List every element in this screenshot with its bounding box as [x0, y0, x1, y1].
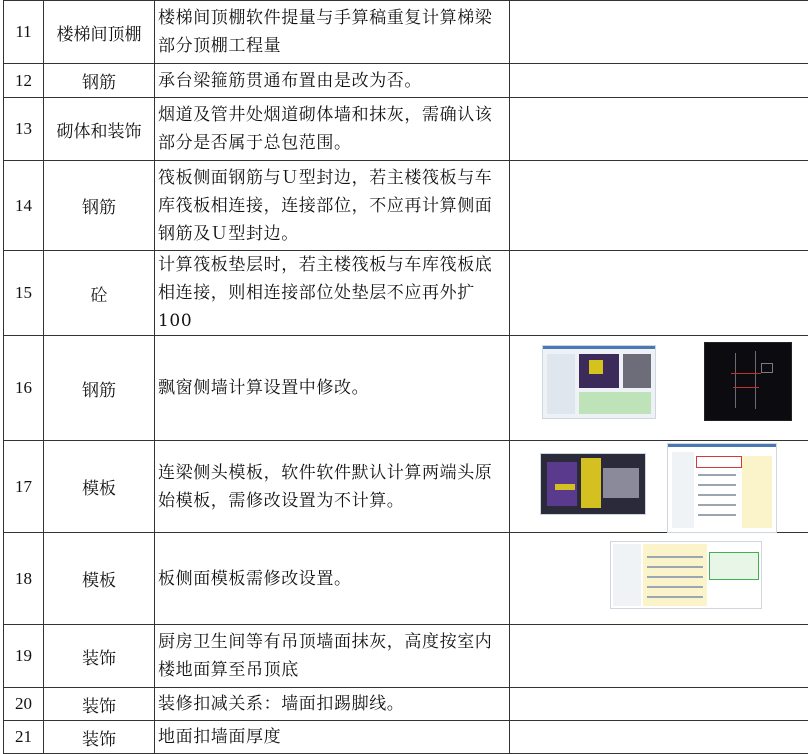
row-image-cell: [510, 533, 808, 625]
table-row: [4, 161, 808, 251]
row-number: 16: [4, 336, 44, 441]
row-description: 筏板侧面钢筋与Ｕ型封边，若主楼筏板与车库筏板相连接，连接部位，不应再计算侧面钢筋及Ｕ型封边。: [155, 161, 510, 251]
row-description: 计算筏板垫层时，若主楼筏板与车库筏板底相连接，则相连接部位处垫层不应再外扩 100: [155, 251, 510, 336]
row-category: 装饰: [44, 625, 155, 688]
row-image-cell: [510, 251, 808, 336]
row-category: 装饰: [44, 688, 155, 721]
row-image-cell: [510, 64, 808, 98]
row-category: 模板: [44, 533, 155, 625]
row-number: 19: [4, 625, 44, 688]
row-number: 17: [4, 441, 44, 533]
row-image-cell: [510, 98, 808, 161]
row-image-cell: [510, 336, 808, 441]
3d-model-screenshot: [540, 453, 646, 515]
table-row: [4, 336, 808, 441]
row-category: 钢筋: [44, 161, 155, 251]
row-description: 烟道及管井处烟道砌体墙和抹灰，需确认该部分是否属于总包范围。: [155, 98, 510, 161]
row-image-cell: [510, 625, 808, 688]
row-description: 板侧面模板需修改设置。: [155, 533, 510, 625]
table-row: [4, 533, 808, 625]
settings-tree-screenshot: [667, 443, 777, 533]
table-row: [4, 688, 808, 721]
row-number: 21: [4, 721, 44, 754]
row-category: 钢筋: [44, 336, 155, 441]
row-number: 12: [4, 64, 44, 98]
row-number: 14: [4, 161, 44, 251]
table-row: [4, 251, 808, 336]
table-row: [4, 625, 808, 688]
table-row: [4, 441, 808, 533]
table-row: [4, 721, 808, 754]
row-number: 20: [4, 688, 44, 721]
row-category: 砼: [44, 251, 155, 336]
row-category: 砌体和装饰: [44, 98, 155, 161]
dark-cad-drawing-screenshot: [704, 342, 792, 421]
row-category: 模板: [44, 441, 155, 533]
row-image-cell: [510, 161, 808, 251]
row-number: 15: [4, 251, 44, 336]
row-image-cell: [510, 441, 808, 533]
row-category: 装饰: [44, 721, 155, 754]
row-description: 连梁侧头模板，软件软件默认计算两端头原始模板，需修改设置为不计算。: [155, 441, 510, 533]
row-number: 13: [4, 98, 44, 161]
table-row: [4, 64, 808, 98]
table-row: [4, 1, 808, 64]
row-description: 承台梁箍筋贯通布置由是改为否。: [155, 64, 510, 98]
row-description: 厨房卫生间等有吊顶墙面抹灰，高度按室内楼地面算至吊顶底: [155, 625, 510, 688]
row-number: 11: [4, 1, 44, 64]
row-image-cell: [510, 1, 808, 64]
issue-table: [3, 0, 808, 754]
row-description: 飘窗侧墙计算设置中修改。: [155, 336, 510, 441]
row-image-cell: [510, 688, 808, 721]
row-description: 装修扣减关系：墙面扣踢脚线。: [155, 688, 510, 721]
settings-table-screenshot: [610, 541, 762, 609]
table-row: [4, 98, 808, 161]
row-description: 楼梯间顶棚软件提量与手算稿重复计算梯梁部分顶棚工程量: [155, 1, 510, 64]
row-image-cell: [510, 721, 808, 754]
row-category: 楼梯间顶棚: [44, 1, 155, 64]
row-description: 地面扣墙面厚度: [155, 721, 510, 754]
row-number: 18: [4, 533, 44, 625]
row-category: 钢筋: [44, 64, 155, 98]
software-settings-screenshot: [542, 345, 656, 419]
